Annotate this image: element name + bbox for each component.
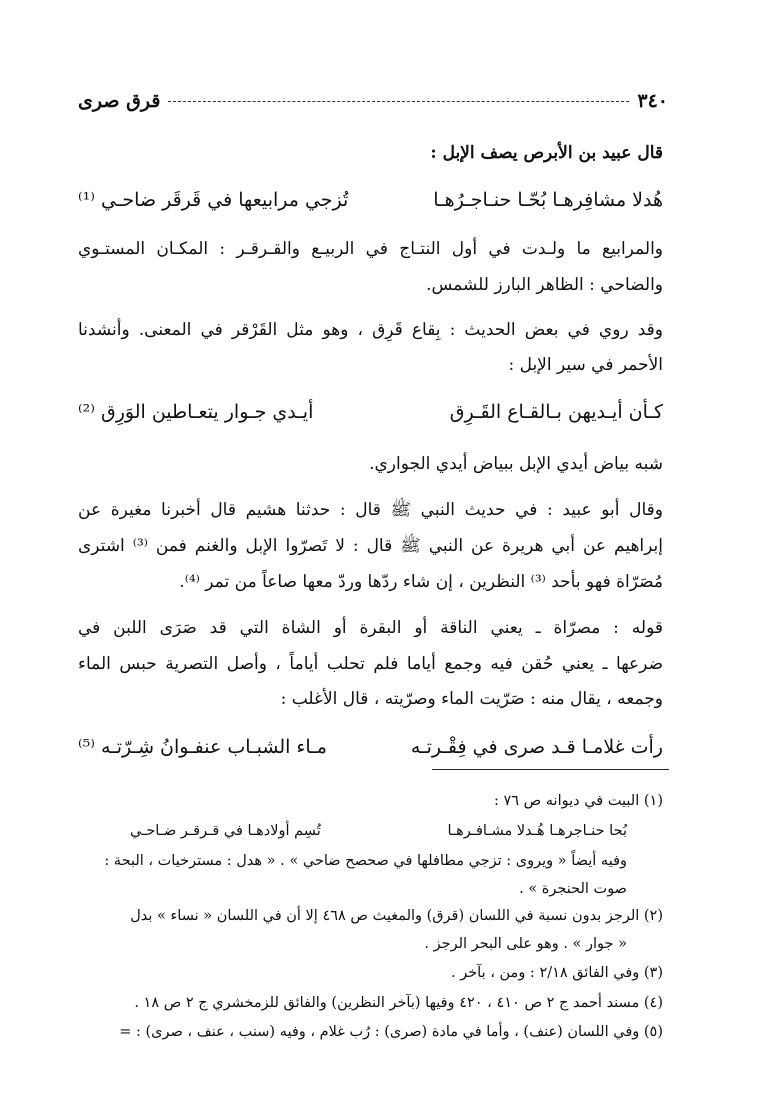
- verse-2-second-hemistich: أيـدي جـوار يتعـاطين الوَرِق ⁽²⁾: [78, 401, 314, 423]
- verse-3-second-hemistich: مـاء الشبـاب عنفـوانُ شِـرّتـه ⁽⁵⁾: [78, 736, 327, 758]
- footnote-1-verse: [130, 820, 627, 842]
- running-header: [78, 86, 668, 116]
- paragraph-3: شبه بياض أيدي الإبل ببياض أيدي الجواري.: [369, 454, 663, 474]
- verse-3-first-hemistich: رأت غلامـا قـد صرى في فِقْـرتـه: [410, 736, 663, 758]
- footnote-1-verse-second: تُسِم أولادهـا في قـرقـر ضـاحـي: [130, 823, 321, 839]
- paragraph-2-line-2: الأحمر في سير الإبل :: [508, 355, 663, 375]
- header-title: قرق صرى: [78, 90, 161, 112]
- paragraph-4-line-3: مُصَرّاة فهو بأحد ⁽³⁾ النظرين ، إن شاء ردّها وردّ معها صاعاً من تمر ⁽⁴⁾.: [179, 572, 663, 592]
- footnote-3: (٣) وفي الفائق ٢/١٨ : ومن ، بآخر .: [450, 965, 663, 981]
- paragraph-1-line-2: والضاحي : الظاهر البارز للشمس.: [426, 275, 663, 295]
- footnote-2-line-2: « جوار » . وهو على البحر الرجز .: [424, 936, 627, 952]
- footnote-1-line-1: (١) البيت في ديوانه ص ٧٦ :: [493, 793, 663, 809]
- footnote-2-line-1: (٢) الرجز بدون نسبة في اللسان (قرق) والمغيث ص ٤٦٨ إلا أن في اللسان « نساء » بدل: [130, 908, 663, 924]
- paragraph-4-line-2: إبراهيم عن أبي هريرة عن النبي ﷺ قال : لا تَصرّوا الإبل والغنم فمن ⁽³⁾ اشترى: [78, 536, 663, 556]
- footnote-4: (٤) مسند أحمد ج ٢ ص ٤١٠ ، ٤٢٠ وفيها (بآخر النظرين) والفائق للزمخشري ج ٢ ص ١٨ .: [134, 995, 663, 1011]
- paragraph-5-line-3: وجمعه ، يقال منه : صَرّيت الماء وصرّيته ، قال الأغلب :: [280, 689, 663, 709]
- verse-3: [78, 732, 663, 762]
- verse-2-first-hemistich: كـأن أيـديهن بـالقـاع القَـرِق: [449, 401, 663, 423]
- paragraph-5-line-2: ضرعها ـ يعني حُقن فيه وجمع أياما فلم تحلب أياماً ، وأصل التصرية حبس الماء: [78, 654, 663, 674]
- paragraph-2-line-1: وقد روي في بعض الحديث : بِقاع قَرِق ، وهو مثل القَرْقر في المعنى. وأنشدنا: [78, 320, 663, 340]
- paragraph-1-line-1: والمرابيع ما ولـدت في أول النتـاج في الربيـع والقـرقـر : المكـان المستـوي: [78, 239, 663, 259]
- footnote-1-verse-first: بُحا حنـاجرهـا هُـدلا مشـافـرهـا: [447, 823, 627, 839]
- paragraph-5-line-1: قوله : مصرّاة ـ يعني الناقة أو البقرة أو الشاة التي قد صَرَى اللبن في: [78, 618, 663, 638]
- header-rule: [168, 101, 629, 102]
- verse-2: [78, 397, 663, 427]
- verse-1-first-hemistich: هُدلا مشافِرهـا بُحّـا حنـاجـرُهـا: [433, 189, 663, 211]
- footnote-5: (٥) وفي اللسان (عنف) ، وأما في مادة (صرى) : رُب غلام ، وفيه (سنب ، عنف ، صرى) : =: [119, 1024, 663, 1040]
- footnote-separator: [432, 769, 669, 770]
- verse-1-second-hemistich: تُزجي مرابيعها في قَرقَر ضاحـي ⁽¹⁾: [78, 189, 349, 211]
- footnote-1-line-4: صوت الحنجرة » .: [519, 881, 627, 897]
- footnote-1-line-3: وفيه أيضاً « ويروى : تزجي مطافلها في صحصح ضاحي » . « هدل : مسترخيات ، البحة :: [104, 853, 627, 869]
- page-number: ٣٤٠: [637, 90, 668, 112]
- verse-1: [78, 185, 663, 215]
- intro-line: قال عبيد بن الأبرص يصف الإبل :: [430, 143, 663, 163]
- paragraph-4-line-1: وقال أبو عبيد : في حديث النبي ﷺ قال : حدثنا هشيم قال أخبرنا مغيرة عن: [78, 500, 663, 520]
